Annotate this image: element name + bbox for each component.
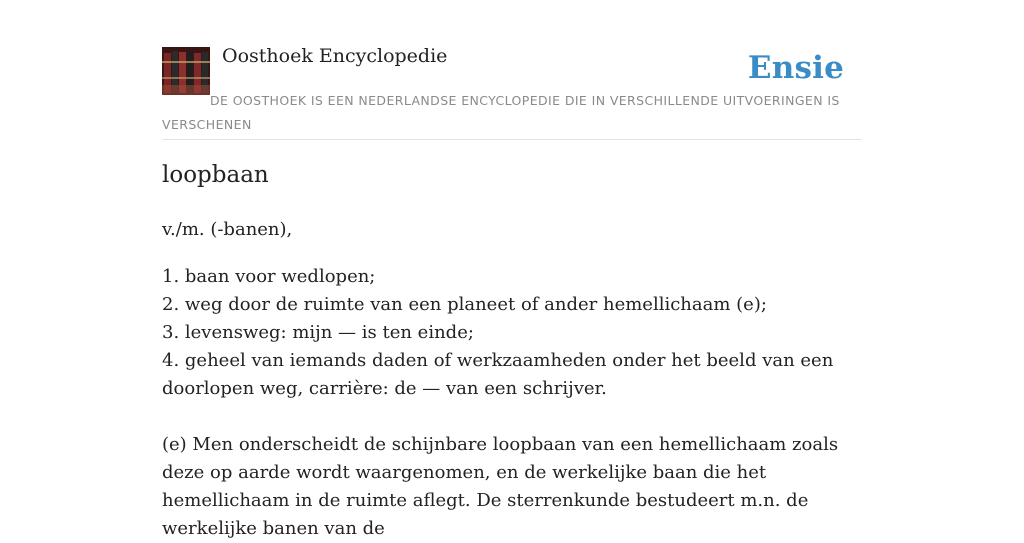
entry-note: (e) Men onderscheidt de schijnbare loopbaan van een hemellichaam zoals deze op aarde wordt waargenomen, en de werkelijke baan die het hemellichaam in de ruimte aflegt. De sterrenkunde bestudeert m.n. de werkelijke banen van de <box>162 434 839 539</box>
site-header <box>162 0 862 140</box>
book-spines-icon <box>162 47 210 95</box>
page <box>162 0 862 539</box>
site-title[interactable]: Oosthoek Encyclopedie <box>222 45 448 67</box>
site-tagline: DE OOSTHOEK IS EEN NEDERLANDSE ENCYCLOPEDIE DIE IN VERSCHILLENDE UITVOERINGEN IS VERSCHENEN <box>162 93 840 132</box>
entry-title: loopbaan <box>162 162 269 188</box>
brand-logo[interactable]: Ensie <box>747 50 844 86</box>
site-avatar[interactable] <box>162 47 210 95</box>
definition-item: 4. geheel van iemands daden of werkzaamheden onder het beeld van een doorlopen weg, carrière: de — van een schrijver. <box>162 350 834 399</box>
entry-grammar: v./m. (-banen), <box>162 219 293 240</box>
definition-list <box>162 263 862 403</box>
definition-item: 1. baan voor wedlopen; <box>162 266 376 287</box>
definition-item: 2. weg door de ruimte van een planeet of ander hemellichaam (e); <box>162 294 767 315</box>
definition-item: 3. levensweg: mijn — is ten einde; <box>162 322 474 343</box>
